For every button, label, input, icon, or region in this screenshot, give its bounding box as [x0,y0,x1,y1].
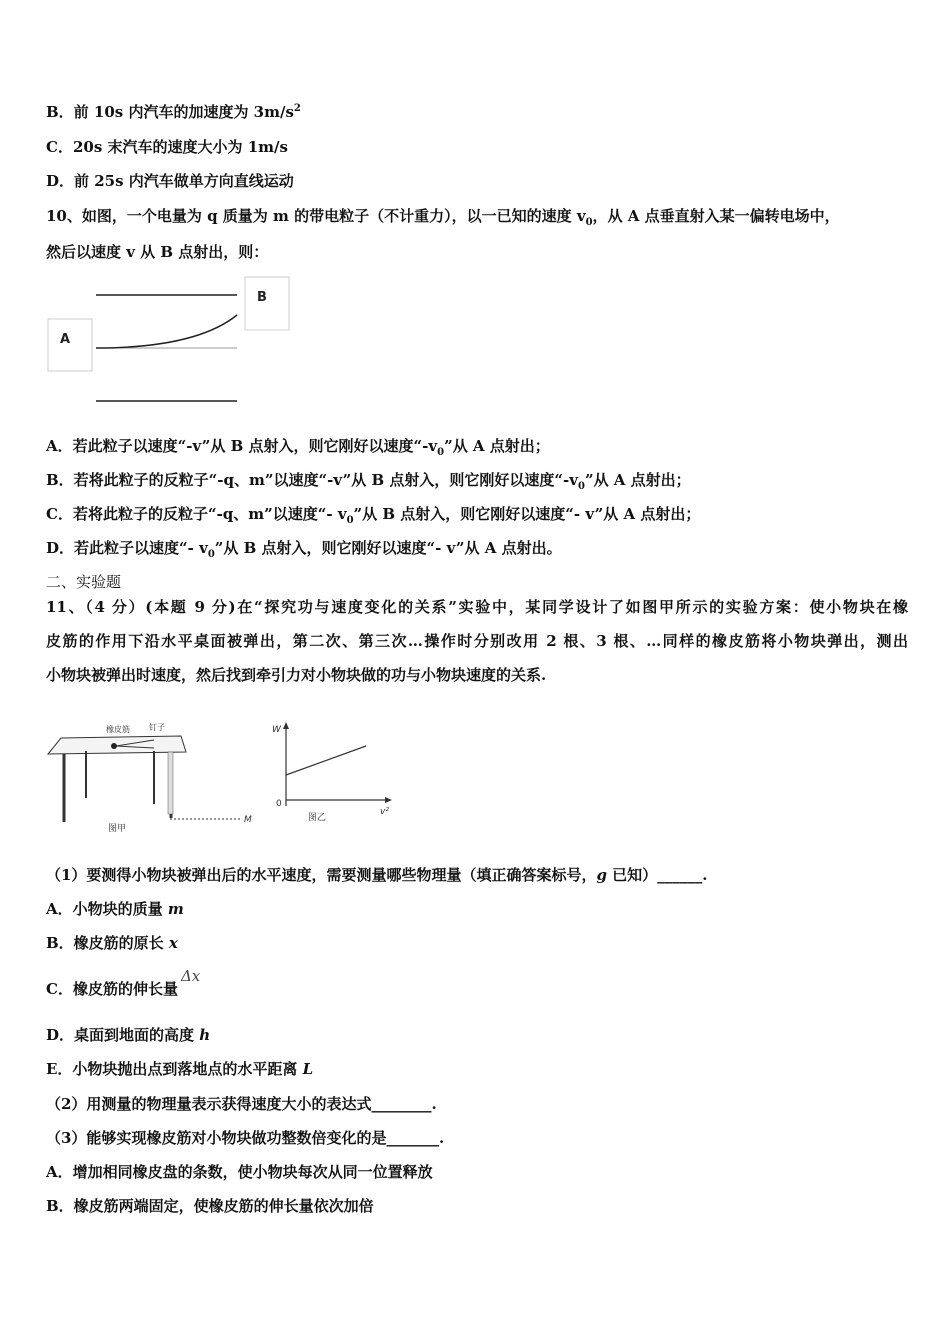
q11-stem: 11、（4 分）(本题 9 分)在“探究功与速度变化的关系”实验中，某同学设计了如图甲所示的实验方案：使小物块在橡 皮筋的作用下沿水平桌面被弹出，第二次、第三次…操作时分别改用 2 根、3 根、…同样的橡皮筋将小物块弹出，测出 小物块被弹出时速度，然后找到牵引力对小物块做的功与小物块速度的关系. [46,598,908,684]
q11-part3-option-b: B．橡皮筋两端固定，使橡皮筋的伸长量依次加倍 [46,1197,374,1215]
q10-option-b: B．若将此粒子的反粒子“-q、m”以速度“-v”从 B 点射入，则它刚好以速度“$-v_0$”从 A 点射出； [46,471,691,492]
q10-deflection-figure [46,275,296,410]
q11-option-b: B．橡皮筋的原长 x [46,934,178,952]
point-a-label: A [60,332,71,347]
q10-option-a: A．若此粒子以速度“-v”从 B 点射入，则它刚好以速度“$-v_0$”从 A 点射出； [46,437,550,458]
label-w: W [272,725,281,735]
label-m: M [244,815,252,825]
point-b-label: B [257,290,267,305]
label-v2: v² [380,807,389,817]
q9-option-b: B．前 10s 内汽车的加速度为 $3m/s^2$ [46,103,301,121]
x-axis-arrow [385,797,392,803]
q10-stem-line1: 10、如图，一个电量为 q 质量为 m 的带电粒子（不计重力），以一已知的速度 $v_0$，从 A 点垂直射入某一偏转电场中， [46,207,840,228]
q9-option-d: D．前 25s 内汽车做单方向直线运动 [46,172,294,190]
q10-option-d: D．若此粒子以速度“- $v_0$”从 B 点射入，则它刚好以速度“- v”从 A 点射出。 [46,539,562,560]
q11-part1: （1）要测得小物块被弹出后的水平速度，需要测量哪些物理量（填正确答案标号，g 已知）______. [46,866,708,884]
q11-figure-yi [268,718,398,828]
drop-scale [168,752,173,814]
label-origin: 0 [276,799,282,809]
y-axis-arrow [283,722,289,729]
answer-blank[interactable]: ______ [657,866,703,884]
w-v2-line [286,746,366,775]
label-nail: 钉子 [149,723,165,732]
table-top [48,736,186,754]
label-figure-yi: 图乙 [308,813,327,823]
label-figure-jia: 图甲 [108,824,127,834]
q10-stem-line2: 然后以速度 v 从 B 点射出，则： [46,243,269,261]
q11-option-d: D．桌面到地面的高度 h [46,1026,211,1044]
q11-part2: （2）用测量的物理量表示获得速度大小的表达式________. [46,1095,437,1113]
answer-blank[interactable]: _______ [386,1129,439,1147]
q9-option-c: C．20s 末汽车的速度大小为 1m/s [46,138,288,156]
q11-option-e: E．小物块抛出点到落地点的水平距离 L [46,1060,314,1078]
q11-option-a: A．小物块的质量 m [46,900,184,918]
label-rubber-band: 橡皮筋 [106,725,130,734]
block [111,743,117,749]
answer-blank[interactable]: ________ [371,1095,432,1113]
q11-part3-option-a: A．增加相同橡皮盘的条数，使小物块每次从同一位置释放 [46,1163,433,1181]
q11-option-c: C．橡皮筋的伸长量Δx [46,967,201,998]
point-b-box [245,277,289,330]
q10-option-c: C．若将此粒子的反粒子“-q、m”以速度“- $v_0$”从 B 点射入，则它刚好以速度“- v”从 A 点射出； [46,505,701,526]
q11-part3: （3）能够实现橡皮筋对小物块做功整数倍变化的是_______. [46,1129,445,1147]
q11-figure-jia [46,716,261,838]
particle-trajectory [96,315,237,348]
section-heading: 二、实验题 [46,573,122,591]
